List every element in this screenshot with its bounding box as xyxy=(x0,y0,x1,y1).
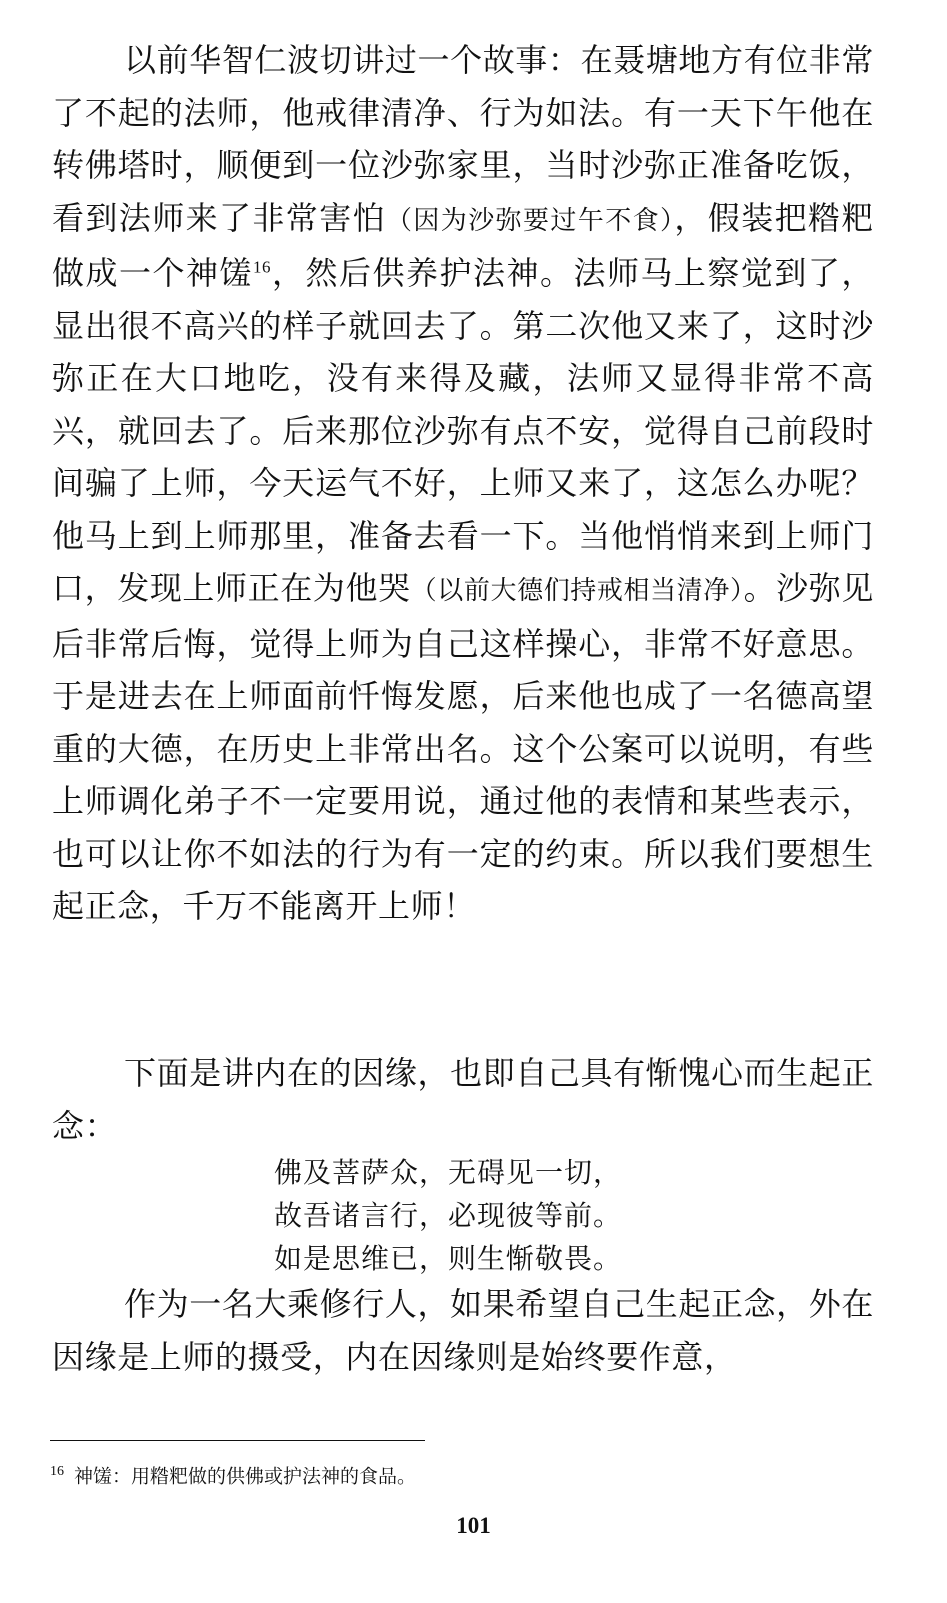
verse-line: 如是思维已，则生惭敬畏。 xyxy=(274,1242,623,1275)
story-text-3: ，然后供养护法神。法师马上察觉到了，显出很不高兴的样子就回去了。第二次他又来了，这时沙弥正在大口地吃，没有来得及藏，法师又显得非常不高兴，就回去了。后来那位沙弥有点不安，觉得自己前段时间骗了上师，今天运气不好，上师又来了，这怎么办呢？他马上到上师那里，准备去看一下。当他悄悄来到上师门口，发现上师正在为他哭 xyxy=(52,254,874,607)
story-text-1: 以前华智仁波切讲过一个故事：在聂塘地方有位非常了不起的法师，他戒律清净、行为如法。有一天下午他在转佛塔时，顺便到一位沙弥家里，当时沙弥正准备吃饭，看到法师来了非常害怕 xyxy=(52,41,874,237)
footnote-number: 16 xyxy=(50,1464,64,1479)
verse-block xyxy=(274,1151,834,1280)
footnote xyxy=(50,1458,870,1490)
inner-cause-paragraph: 下面是讲内在的因缘，也即自己具有惭愧心而生起正念： xyxy=(52,1054,874,1145)
footnote-text: 神馐：用糌粑做的供佛或护法神的食品。 xyxy=(74,1465,417,1488)
verse-line: 故吾诸言行，必现彼等前。 xyxy=(274,1199,623,1232)
footnote-divider xyxy=(50,1440,425,1441)
precepts-note: （以前大德们持戒相当清净） xyxy=(410,576,744,606)
story-text-4: 。沙弥见后非常后悔，觉得上师为自己这样操心，非常不好意思。于是进去在上师面前忏悔发愿，后来他也成了一名德高望重的大德，在历史上非常出名。这个公案可以说明，有些上师调化弟子不一定要用说，通过他的表情和某些表示，也可以让你不如法的行为有一定的约束。所以我们要想生起正念，千万不能离开上师！ xyxy=(52,569,874,925)
verse-line: 佛及菩萨众，无碍见一切， xyxy=(274,1156,623,1189)
footnote-reference[interactable]: 16 xyxy=(252,257,272,277)
page-number: 101 xyxy=(456,1513,491,1538)
story-text-2: ，假装把糌粑做成一个神馐 xyxy=(52,198,874,292)
fasting-note: （因为沙弥要过午不食） xyxy=(386,205,675,236)
story-paragraph xyxy=(52,34,874,933)
mahayana-paragraph: 作为一名大乘修行人，如果希望自己生起正念，外在因缘是上师的摄受，内在因缘则是始终要作意， xyxy=(52,1285,874,1376)
